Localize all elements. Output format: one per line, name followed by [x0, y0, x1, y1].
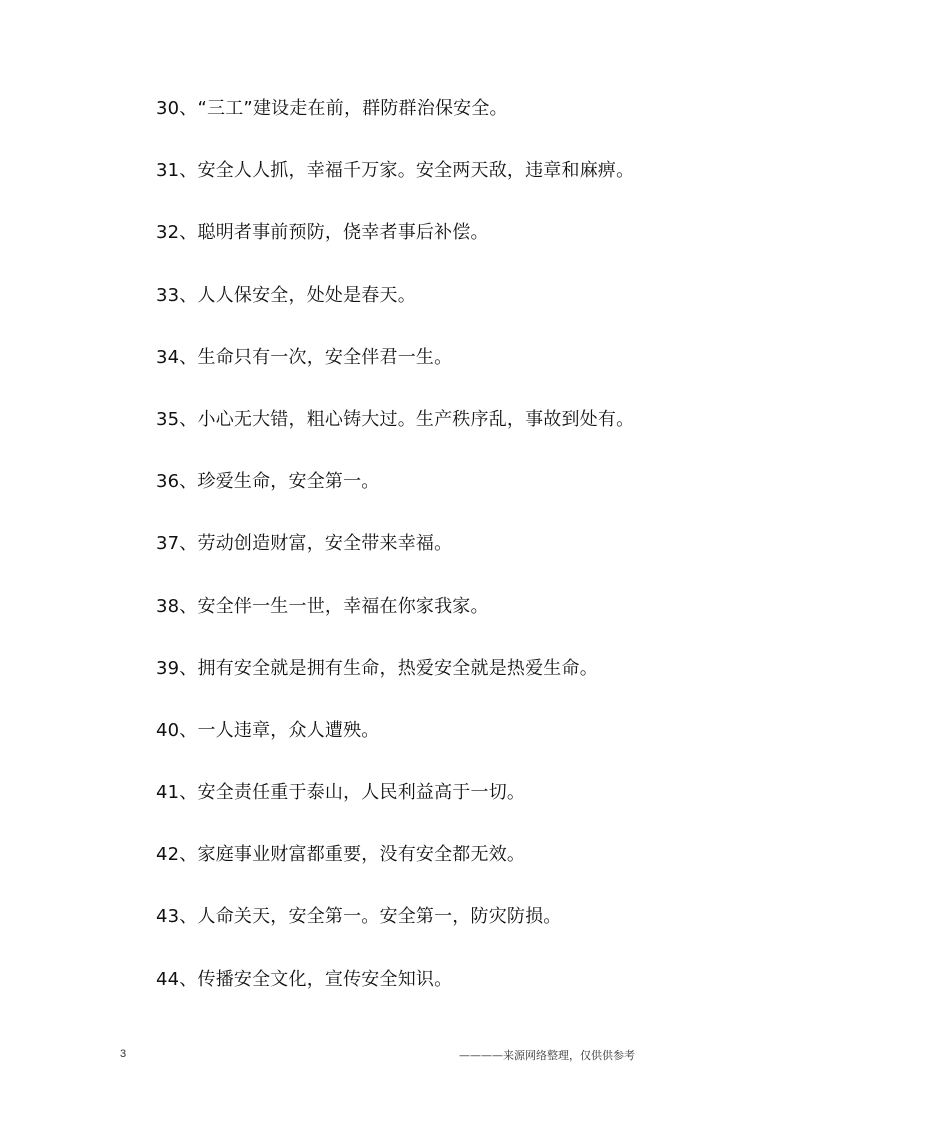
- page-footer: [0, 1044, 950, 1064]
- list-item: 32、聪明者事前预防，侥幸者事后补偿。: [156, 222, 489, 244]
- list-item: 40、一人违章，众人遭殃。: [156, 719, 380, 741]
- list-item: 30、“三工”建设走在前，群防群治保安全。: [156, 98, 508, 119]
- list-item: 41、安全责任重于泰山，人民利益高于一切。: [156, 782, 526, 804]
- list-item: 35、小心无大错，粗心铸大过。生产秩序乱，事故到处有。: [156, 408, 635, 430]
- list-item: 37、劳动创造财富，安全带来幸福。: [156, 533, 453, 555]
- page-number: 3: [120, 1048, 127, 1060]
- list-item: 39、拥有安全就是拥有生命，热爱安全就是热爱生命。: [156, 657, 598, 679]
- list-item: 33、人人保安全，处处是春天。: [156, 284, 416, 306]
- slogan-list: [156, 92, 634, 1025]
- list-item: 34、生命只有一次，安全伴君一生。: [156, 346, 453, 368]
- list-item: 31、安全人人抓，幸福千万家。安全两天敌，违章和麻痹。: [156, 160, 635, 182]
- source-note: ————来源网络整理，仅供供参考: [459, 1049, 635, 1062]
- list-item: 42、家庭事业财富都重要，没有安全都无效。: [156, 844, 526, 866]
- list-item: 38、安全伴一生一世，幸福在你家我家。: [156, 595, 489, 617]
- list-item: 44、传播安全文化，宣传安全知识。: [156, 968, 453, 990]
- list-item: 43、人命关天，安全第一。安全第一，防灾防损。: [156, 906, 562, 928]
- list-item: 36、珍爱生命，安全第一。: [156, 471, 380, 493]
